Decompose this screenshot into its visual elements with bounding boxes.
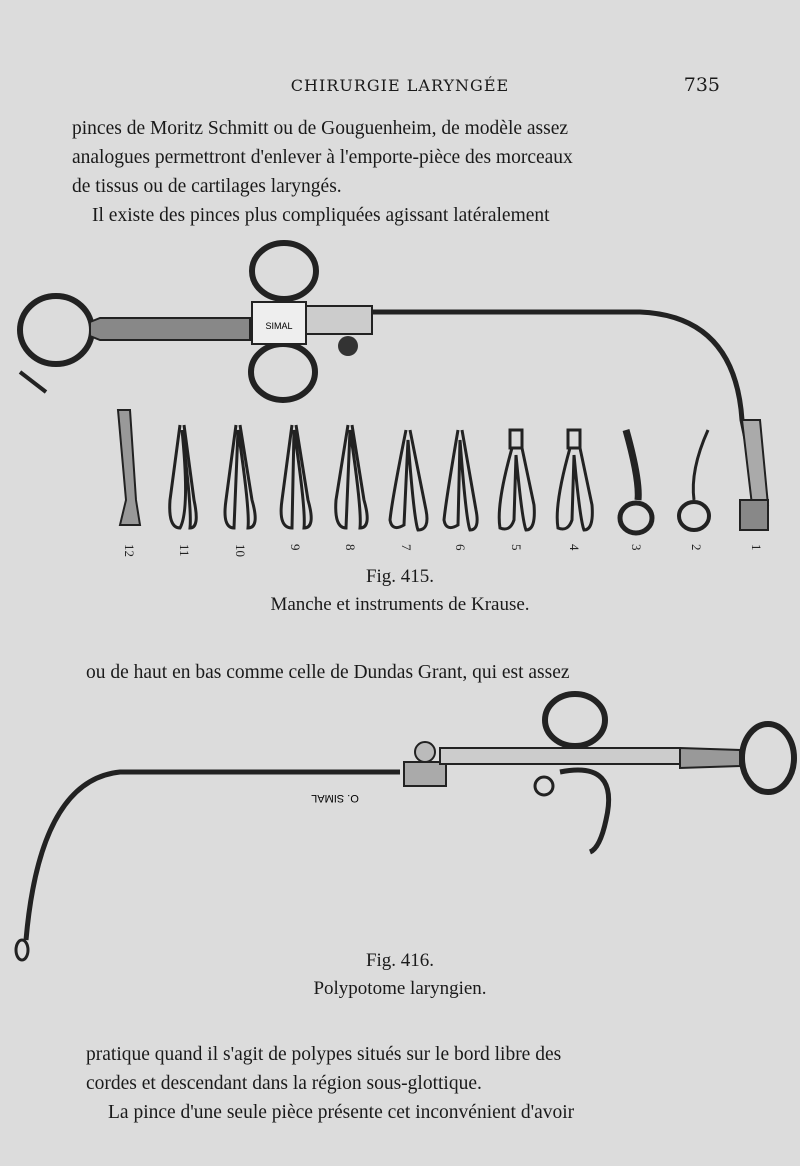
label-9: 9 [288, 544, 303, 551]
text-line: Il existe des pinces plus compliquées agissant latéralement [92, 205, 550, 226]
instrument-1 [740, 500, 768, 530]
maker-stamp-2: O. SIMAL [311, 792, 359, 804]
instrument-5 [499, 430, 534, 530]
text-line: ou de haut en bas comme celle de Dundas Grant, qui est assez [86, 662, 570, 683]
connector [306, 306, 372, 334]
finger-ring-top [252, 243, 316, 299]
instrument-2 [693, 430, 708, 500]
label-10: 10 [233, 544, 248, 557]
figure-415-caption: Manche et instruments de Krause. [270, 594, 530, 615]
tube-tip [742, 420, 768, 505]
label-3: 3 [629, 544, 644, 551]
screw-knob [338, 336, 358, 356]
instrument-7 [390, 430, 427, 530]
instrument-4 [557, 430, 592, 530]
text-line: cordes et descendant dans la région sous-glottique. [86, 1073, 482, 1094]
label-1: 1 [749, 544, 764, 551]
figure-416-caption: Polypotome laryngien. [313, 978, 487, 999]
finger-ring-bottom [251, 344, 315, 400]
text-line: pratique quand il s'agit de polypes situés sur le bord libre des [86, 1044, 562, 1065]
label-11: 11 [177, 544, 192, 557]
pivot-screw [535, 777, 553, 795]
maker-stamp: SIMAL [265, 321, 293, 331]
top-ring [545, 694, 605, 746]
instrument-12 [118, 410, 140, 525]
end-ring [742, 724, 794, 792]
instrument-row [118, 410, 709, 533]
instrument-8 [336, 425, 367, 528]
label-4: 4 [567, 544, 582, 551]
label-5: 5 [509, 544, 524, 551]
small-screw [20, 372, 46, 392]
label-8: 8 [343, 544, 358, 551]
label-7: 7 [399, 544, 414, 551]
instrument-2-loop [679, 502, 709, 530]
paragraph-bottom [86, 1040, 730, 1127]
handle [680, 748, 740, 768]
label-12: 12 [122, 544, 137, 557]
label-6: 6 [453, 544, 468, 551]
label-2: 2 [689, 544, 704, 551]
text-line: pinces de Moritz Schmitt ou de Gouguenheim, de modèle assez [72, 118, 569, 139]
instrument-11 [170, 425, 197, 528]
text-line: de tissus ou de cartilages laryngés. [72, 176, 342, 197]
instrument-6 [444, 430, 477, 530]
paragraph-middle [72, 658, 728, 687]
instrument-labels [122, 544, 764, 557]
upper-rail [440, 748, 680, 764]
text-line: La pince d'une seule pièce présente cet inconvénient d'avoir [108, 1102, 575, 1123]
instrument-3 [626, 430, 638, 500]
curved-tube [372, 312, 760, 505]
page-number: 735 [683, 74, 720, 96]
text-line: analogues permettront d'enlever à l'emporte-pièce des morceaux [72, 147, 573, 168]
barrel [404, 762, 446, 786]
figure-416-number: Fig. 416. [365, 950, 435, 971]
handle-shaft [90, 318, 250, 340]
ring-handle-left [20, 296, 92, 364]
hook-trigger [560, 770, 609, 852]
instrument-9 [281, 425, 311, 528]
running-header: CHIRURGIE LARYNGÉE [290, 76, 510, 95]
instrument-10 [225, 425, 255, 528]
figure-416-illustration [16, 694, 794, 960]
instrument-3-loop [620, 503, 652, 533]
figure-415-number: Fig. 415. [365, 566, 435, 587]
rail-knob [415, 742, 435, 762]
